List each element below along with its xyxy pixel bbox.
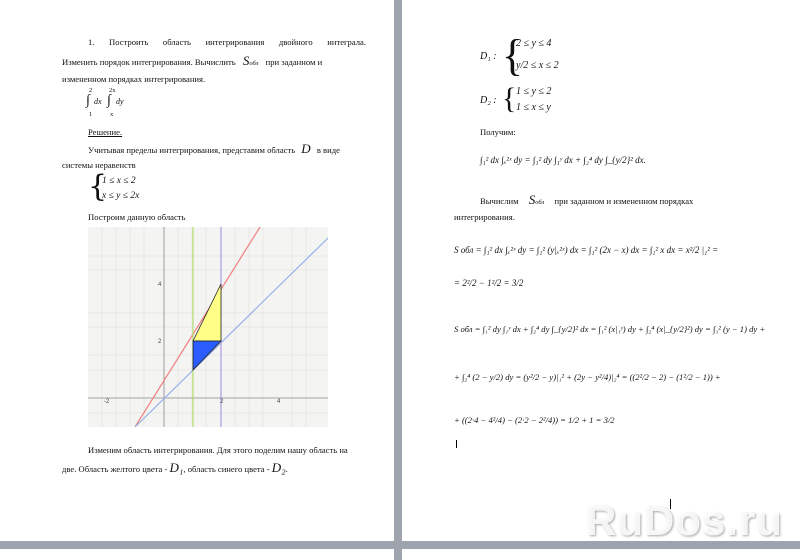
text-1b: в виде (316, 145, 340, 155)
document-page-right (402, 0, 800, 560)
compute-c: интегрирования. (454, 212, 515, 222)
bottom-line-1: Изменим область интегрирования. Для этого поделим нашу область на (88, 445, 348, 455)
x-tick-2: 2 (220, 399, 224, 405)
d-symbol: D (301, 141, 311, 156)
task-line-3: измененном порядках интегрирования. (62, 74, 206, 84)
d1-system: D₁ : { 2 ≤ y ≤ 4 y/2 ≤ x ≤ 2 (480, 31, 559, 80)
text-cursor[interactable] (456, 440, 457, 448)
text-1a: Учитывая пределы интегрирования, представим область (88, 145, 296, 155)
s-changed-line-3: + ((2·4 − 4²/4) − (2·2 − 2²/4)) = 1/2 + 1 = 3/2 (454, 415, 615, 425)
d2-row-2: 1 ≤ x ≤ y (516, 102, 551, 113)
compute-b: при заданном и измененном порядках (554, 196, 694, 206)
d2-row-1: 1 ≤ y ≤ 2 (516, 86, 552, 97)
page-break-left (0, 541, 394, 549)
task-line-1: 1. Построить область интегрирования двойного интеграла. (88, 37, 366, 47)
bottom-line-2 (62, 462, 288, 475)
task-line-2-text: Изменить порядок интегрирования. Вычислить (62, 57, 236, 67)
region-graph (88, 227, 328, 427)
s-subscript: обл (249, 60, 259, 67)
build-text: Построим данную область (88, 212, 186, 222)
rudos-watermark: RuDos.ru (586, 497, 783, 544)
bottom-line-2b: , область синего цвета - (183, 464, 270, 474)
text-1c: системы неравенств (62, 160, 136, 170)
ineq-2: x ≤ y ≤ 2x (102, 191, 140, 201)
solution-label: Решение. (88, 127, 123, 137)
x-tick-neg2: -2 (104, 399, 110, 405)
s-given-line-2: = 2²/2 − 1²/2 = 3/2 (454, 278, 524, 288)
task-line-2b: при заданном и (265, 57, 323, 67)
integral-expression: 2 ∫ 1 dx 2x ∫ x dy (86, 87, 124, 118)
task-line-2 (62, 55, 322, 70)
eq-change-order: ∫₁² dx ∫ₓ²ˣ dy = ∫₁² dy ∫₁ʸ dx + ∫₂⁴ dy ∫_{y/2}² dx. (480, 155, 646, 165)
s-symbol-2: S (528, 192, 536, 207)
compute-line (480, 194, 693, 209)
ineq-1: 1 ≤ x ≤ 2 (102, 176, 136, 186)
d2-system: D₂ : { 1 ≤ y ≤ 2 1 ≤ x ≤ y (480, 82, 552, 115)
y-tick-2: 2 (158, 339, 162, 345)
got-label: Получим: (480, 127, 516, 137)
bottom-line-2a: две. Область желтого цвета - (62, 464, 168, 474)
s-given-line-1: S обл = ∫₁² dx ∫ₓ²ˣ dy = ∫₁² (y|ₓ²ˣ) dx = ∫₁² (2x − x) dx = ∫₁² x dx = x²/2 |₁² = (454, 245, 719, 255)
d1-row-1: 2 ≤ y ≤ 4 (516, 38, 552, 49)
inequality-system: { 1 ≤ x ≤ 2 x ≤ y ≤ 2x (88, 169, 140, 204)
d1-symbol: D₁ (169, 460, 184, 475)
s-changed-line-2: + ∫₂⁴ (2 − y/2) dy = (y²/2 − y)|₁² + (2y − y²/4)|₂⁴ = ((2²/2 − 2) − (1²/2 − 1)) + (454, 372, 721, 382)
d2-label: D₂ : (480, 95, 497, 106)
y-tick-4: 4 (158, 282, 162, 288)
x-tick-4: 4 (277, 399, 281, 405)
compute-a: Вычислим (480, 196, 519, 206)
s-symbol: S (242, 53, 250, 68)
text-1 (88, 143, 340, 156)
s-subscript-2: обл (535, 199, 545, 206)
bottom-line-2c: . (285, 464, 288, 474)
d1-row-2: y/2 ≤ x ≤ 2 (516, 60, 559, 71)
d1-label: D₁ : (480, 51, 497, 62)
s-changed-line-1: S обл = ∫₁² dy ∫₁ʸ dx + ∫₂⁴ dy ∫_{y/2}² dx = ∫₁² (x|₁ʸ) dy + ∫₂⁴ (x|_{y/2}²) dy = ∫₁² (y − 1) dy + (454, 324, 766, 334)
document-page-left (0, 0, 394, 560)
d2-symbol: D₂ (271, 460, 286, 475)
